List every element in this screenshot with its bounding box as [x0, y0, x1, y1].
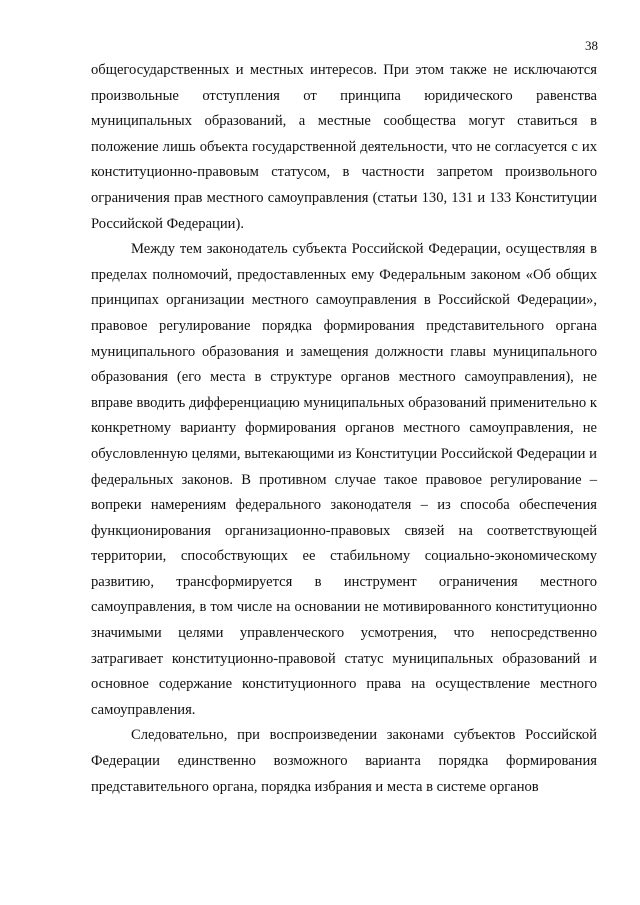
body-text: [91, 58, 597, 800]
paragraph-3: Следовательно, при воспроизведении законами субъектов Российской Федерации единственно возможного варианта порядка формирования представительного органа, порядка избрания и места в системе органов: [91, 727, 597, 795]
paragraph-1: общегосударственных и местных интересов. При этом также не исключаются произвольные отступления от принципа юридического равенства муниципальных образований, а местные сообщества могут ставиться в положение лишь объекта государственной деятельности, что не согласуется с их конституционно-правовым статусом, в частности запретом произвольного ограничения прав местного самоуправления (статьи 130, 131 и 133 Конституции Российской Федерации).: [91, 62, 597, 232]
page-number: 38: [585, 38, 598, 53]
paragraph-2: Между тем законодатель субъекта Российской Федерации, осуществляя в пределах полномочий, предоставленных ему Федеральным законом «Об общих принципах организации местного самоуправления в Российской Федерации», правовое регулирование порядка формирования представительного органа муниципального образования и замещения должности главы муниципального образования (его места в структуре органов местного самоуправления), не вправе вводить дифференциацию муниципальных образований применительно к конкретному варианту формирования органов местного самоуправления, не обусловленную целями, вытекающими из Конституции Российской Федерации и федеральных законов. В противном случае такое правовое регулирование – вопреки намерениям федерального законодателя – из способа обеспечения функционирования организационно-правовых связей на соответствующей территории, способствующих ее стабильному социально-экономическому развитию, трансформируется в инструмент ограничения местного самоуправления, в том числе на основании не мотивированного конституционно значимыми целями управленческого усмотрения, что непосредственно затрагивает конституционно-правовой статус муниципальных образований и основное содержание конституционного права на осуществление местного самоуправления.: [91, 241, 597, 718]
